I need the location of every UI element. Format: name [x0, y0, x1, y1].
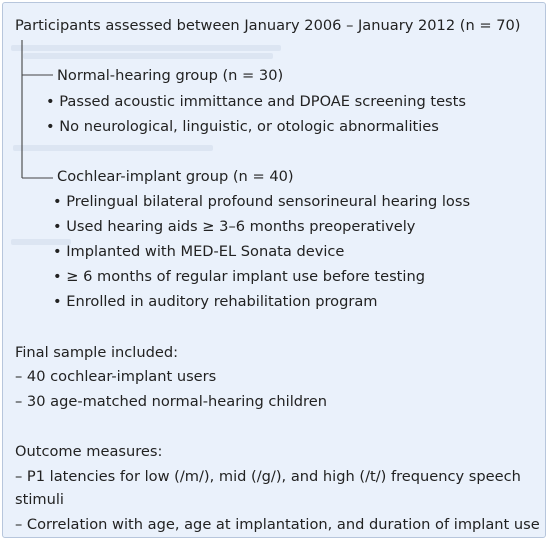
- outcome-heading: Outcome measures:: [15, 443, 163, 460]
- implant-criterion: • Enrolled in auditory rehabilitation program: [53, 293, 378, 310]
- implant-criterion: • Implanted with MED-EL Sonata device: [53, 243, 345, 260]
- flow-panel: [2, 2, 546, 538]
- implant-criterion-text: Enrolled in auditory rehabilitation program: [66, 293, 378, 310]
- normal-group-title: Normal-hearing group (n = 30): [57, 67, 284, 84]
- implant-criterion-text: Implanted with MED-EL Sonata device: [66, 243, 345, 260]
- outcome-item: – P1 latencies for low (/m/), mid (/g/), and high (/t/) frequency speech: [15, 468, 521, 485]
- implant-criterion-text: Prelingual bilateral profound sensorineural hearing loss: [66, 193, 471, 210]
- final-sample-heading: Final sample included:: [15, 344, 179, 361]
- implant-criterion: • Used hearing aids ≥ 3–6 months preoperatively: [53, 218, 416, 235]
- outcome-item: – Correlation with age, age at implantation, and duration of implant use: [15, 516, 540, 533]
- final-sample-item: – 30 age-matched normal-hearing children: [15, 393, 327, 410]
- normal-criterion-text: No neurological, linguistic, or otologic abnormalities: [59, 118, 439, 135]
- implant-criterion-text: ≥ 6 months of regular implant use before testing: [66, 268, 425, 285]
- implant-criterion: • Prelingual bilateral profound sensorineural hearing loss: [53, 193, 471, 210]
- normal-criterion: • Passed acoustic immittance and DPOAE screening tests: [46, 93, 466, 110]
- outcome-item-continued: stimuli: [15, 491, 64, 508]
- participants-header: Participants assessed between January 2006 – January 2012 (n = 70): [15, 17, 521, 34]
- implant-criterion: • ≥ 6 months of regular implant use before testing: [53, 268, 425, 285]
- final-sample-item: – 40 cochlear-implant users: [15, 368, 217, 385]
- implant-criterion-text: Used hearing aids ≥ 3–6 months preoperatively: [66, 218, 416, 235]
- normal-criterion-text: Passed acoustic immittance and DPOAE screening tests: [59, 93, 466, 110]
- implant-group-title: Cochlear-implant group (n = 40): [57, 168, 294, 185]
- normal-criterion: • No neurological, linguistic, or otologic abnormalities: [46, 118, 439, 135]
